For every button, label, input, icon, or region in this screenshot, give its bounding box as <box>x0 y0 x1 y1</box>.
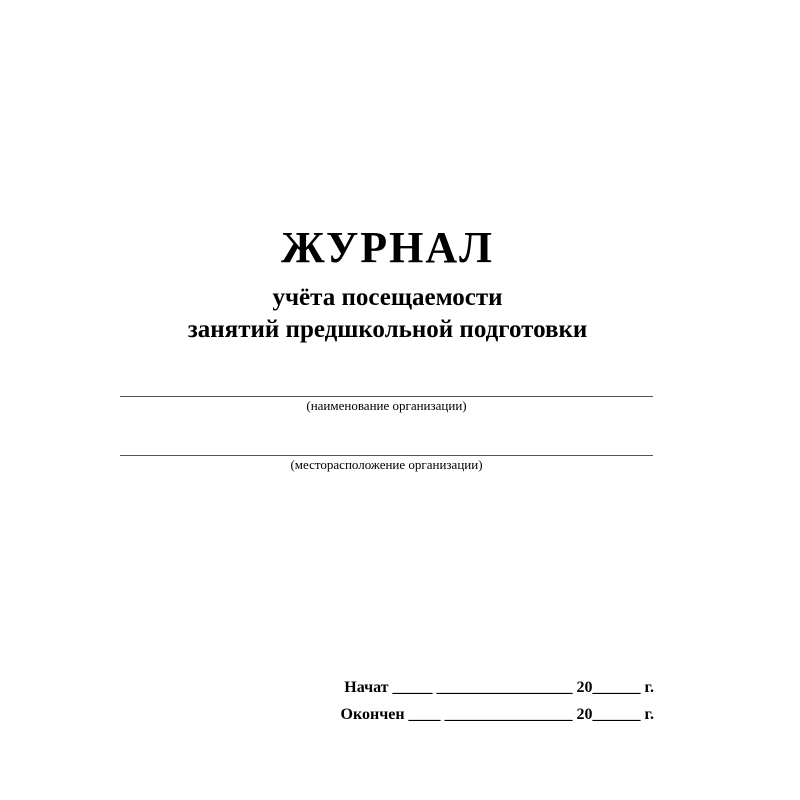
end-date-line <box>341 705 654 725</box>
start-date-text: Начат _____ _________________ 20______ г. <box>344 679 654 696</box>
end-date-text: Окончен ____ ________________ 20______ г. <box>340 706 654 723</box>
org-name-blank-line <box>120 396 653 397</box>
document-title: ЖУРНАЛ <box>281 223 494 272</box>
document-subtitle-line-1: учёта посещаемости <box>272 284 503 311</box>
org-location-caption: (месторасположение организации) <box>290 457 483 472</box>
org-location-blank-line <box>120 455 653 456</box>
start-date-line <box>344 678 654 698</box>
document-subtitle-line-2: занятий предшкольной подготовки <box>187 316 588 343</box>
org-name-caption: (наименование организации) <box>306 398 467 413</box>
